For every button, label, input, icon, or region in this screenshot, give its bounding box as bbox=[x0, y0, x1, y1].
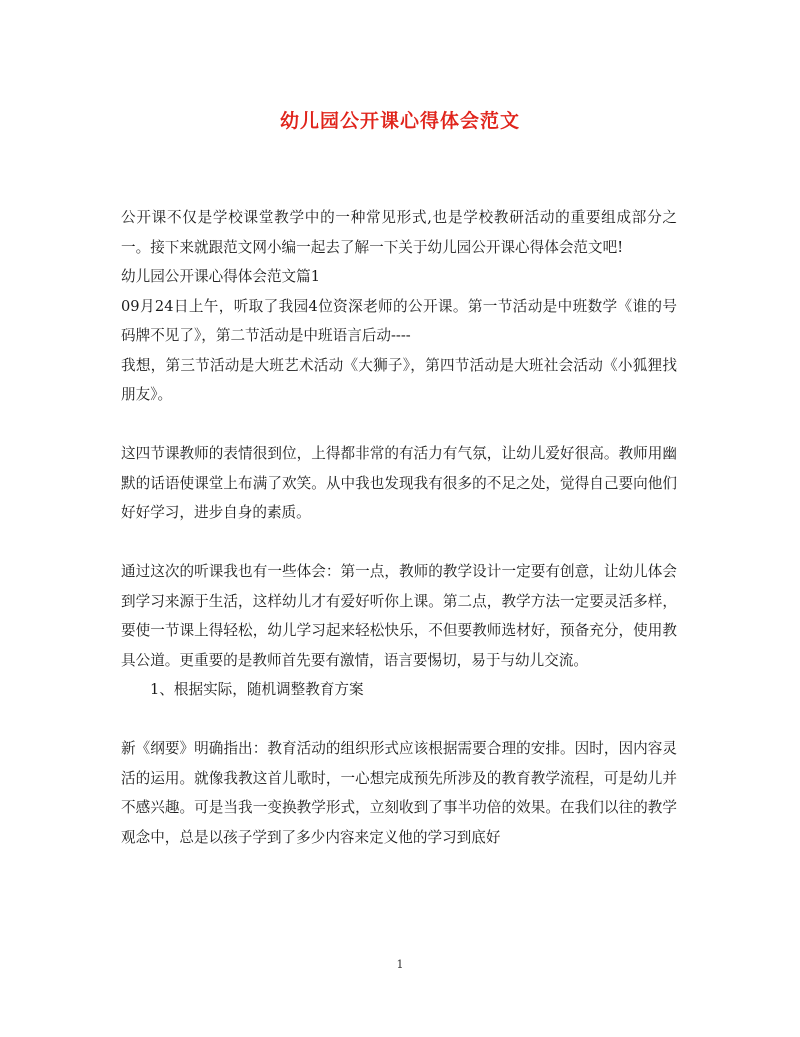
body-paragraph: 这四节课教师的表情很到位，上得都非常的有活力有气氛，让幼儿爱好很高。教师用幽默的话语使课堂上布满了欢笑。从中我也发现我有很多的不足之处，觉得自己要向他们好好学习，进步自身的素质。 bbox=[121, 445, 677, 521]
numbered-heading: 1、根据实际，随机调整教育方案 bbox=[150, 681, 364, 698]
document-body bbox=[121, 203, 677, 852]
section-heading: 幼儿园公开课心得体会范文篇1 bbox=[121, 268, 321, 285]
body-paragraph: 通过这次的听课我也有一些体会：第一点，教师的教学设计一定要有创意，让幼儿体会到学习来源于生活，这样幼儿才有爱好听你上课。第二点，教学方法一定要灵活多样，要使一节课上得轻松，幼儿学习起来轻松快乐，不但要教师选材好，预备充分，使用教具公道。更重要的是教师首先要有激情，语言要惕切，易于与幼儿交流。 bbox=[121, 563, 677, 669]
body-paragraph: 09月24日上午，听取了我园4位资深老师的公开课。第一节活动是中班数学《谁的号码牌不见了》，第二节活动是中班语言后动---- bbox=[121, 297, 677, 344]
body-paragraph: 新《纲要》明确指出：教育活动的组织形式应该根据需要合理的安排。因时，因内容灵活的运用。就像我教这首儿歌时，一心想完成预先所涉及的教育教学流程，可是幼儿并不感兴趣。可是当我一变换教学形式，立刻收到了事半功倍的效果。在我们以往的教学观念中，总是以孩子学到了多少内容来定义他的学习到底好 bbox=[121, 740, 677, 846]
document-title: 幼儿园公开课心得体会范文 bbox=[279, 110, 520, 132]
body-paragraph: 我想，第三节活动是大班艺术活动《大狮子》，第四节活动是大班社会活动《小狐狸找朋友》。 bbox=[121, 356, 677, 403]
page-number: 1 bbox=[396, 958, 404, 971]
intro-paragraph: 公开课不仅是学校课堂教学中的一种常见形式,也是学校教研活动的重要组成部分之一。接下来就跟范文网小编一起去了解一下关于幼儿园公开课心得体会范文吧! bbox=[121, 209, 677, 256]
